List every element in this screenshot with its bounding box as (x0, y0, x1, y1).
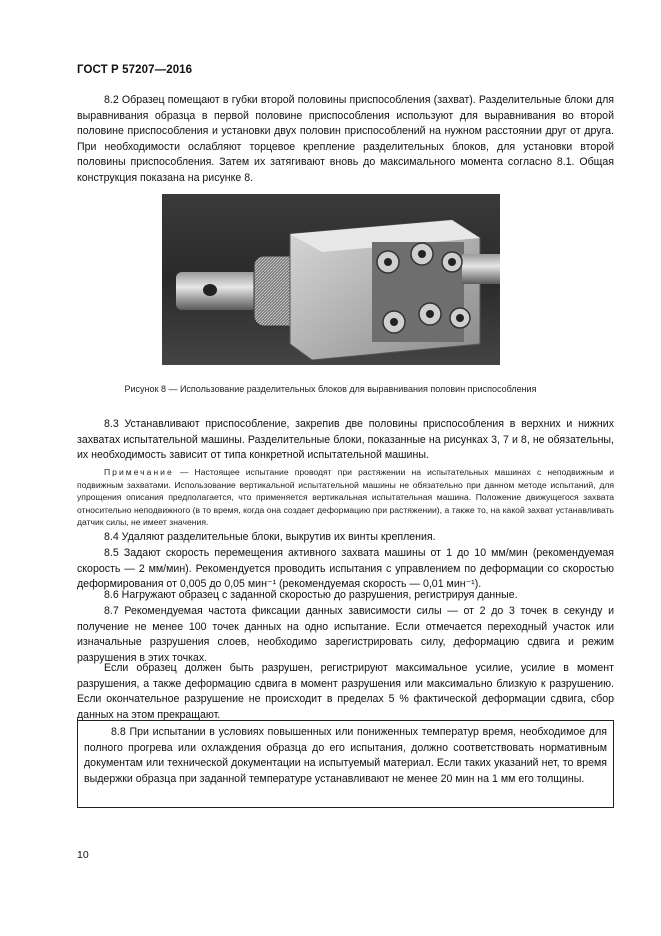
paragraph-8-4: 8.4 Удаляют разделительные блоки, выкрутив их винты крепления. (104, 531, 436, 543)
paragraph-8-3: 8.3 Устанавливают приспособление, закрепив две половины приспособления в верхних и нижних захватах испытательной машины. Разделительные блоки, показанные на рисунках 3, 7 и 8, не обязательны, их необходимость зависит от типа конкретной испытательной машины. (77, 418, 614, 462)
page-number: 10 (77, 849, 89, 861)
paragraph-8-8: 8.8 При испытании в условиях повышенных или пониженных температур время, необходимое для полного прогрева или охлаждения образца до его испытания, должно соответствовать нормативным документам или технической документации на испытуемый материал. Если таких указаний нет, то время выдержки образца при заданной температуре устанавливают не менее 20 мин на 1 мм его толщины. (84, 726, 607, 785)
note-lead: Примечание (104, 467, 174, 477)
fixture-illustration (162, 194, 500, 365)
figure-8-photo (162, 194, 500, 365)
paragraph-8-2: 8.2 Образец помещают в губки второй половины приспособления (захват). Разделительные блоки для выравнивания образца в первой половине приспособления используют для выравнивания во второй половине приспособления и установки двух половин приспособлений на нужном расстоянии друг от друга. При необходимости ослабляют торцевое крепление разделительных блоков, для установки второй половины приспособления. Затем их затягивают вновь до максимального момента согласно 8.1. Общая конструкция показана на рисунке 8. (77, 94, 614, 184)
paragraph-8-7: 8.7 Рекомендуемая частота фиксации данных зависимости силы — от 2 до 3 точек в секунду и получение не менее 100 точек данных на одно испытание. Если отмечается переходный участок или изначальные разрушения слоев, необходимо зарегистрировать силу, деформацию сдвига и режим разрушения в этих точках. (77, 605, 614, 664)
document-header: ГОСТ Р 57207—2016 (77, 64, 193, 76)
figure-caption: Рисунок 8 — Использование разделительных блоков для выравнивания половин приспособления (124, 384, 537, 394)
note-text: — Настоящее испытание проводят при растяжении на испытательных машинах с неподвижным и подвижным захватами. Использование вертикальной испытательной машины не обязательно при данном методе испытаний, для упрощения описания предполагается, что применяется вертикальная испытательная машина. Положение движущегося захвата относительно неподвижного (в то время, когда она создает деформацию при растяжении), а также то, на какой захват устанавливать датчик силы, не имеет значения. (77, 467, 614, 528)
boxed-paragraph (77, 720, 614, 808)
paragraph-8-7-continued: Если образец должен быть разрушен, регистрируют максимальное усилие, усилие в момент разрушения, а также деформацию сдвига в момент разрушения или максимально близкую к разрушению. Если окончательное разрушение не происходит в пределах 5 % фактической деформации сдвига, сбор данных на этом прекращают. (77, 662, 614, 721)
paragraph-8-6: 8.6 Нагружают образец с заданной скоростью до разрушения, регистрируя данные. (104, 589, 518, 601)
paragraph-8-5: 8.5 Задают скорость перемещения активного захвата машины от 1 до 10 мм/мин (рекомендуемая скорость — 2 мм/мин). Рекомендуется проводить испытания с управлением по деформации со скоростью деформирования от 0,005 до 0,05 мин⁻¹ (рекомендуемая скорость — 0,01 мин⁻¹). (77, 547, 614, 591)
note-block (77, 466, 614, 529)
